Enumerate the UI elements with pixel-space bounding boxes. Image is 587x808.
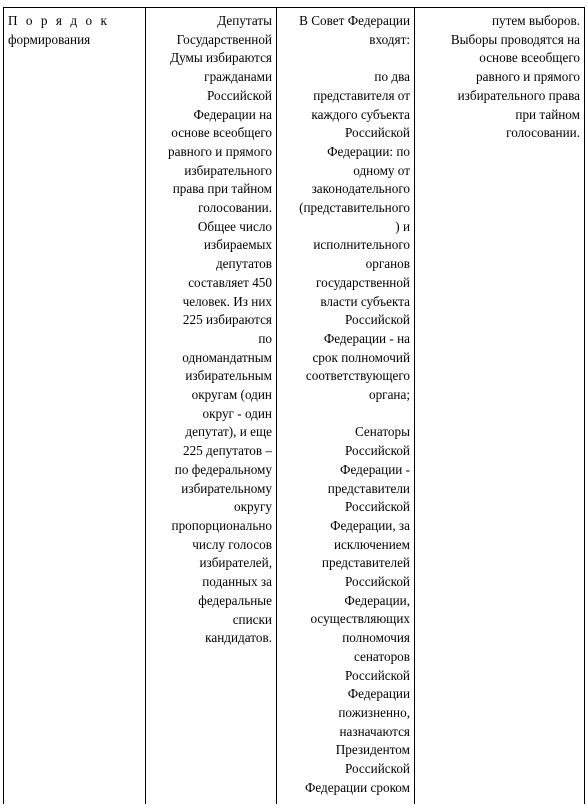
federation-council-cell: [277, 8, 415, 804]
duma-formation-text: Депутаты Государственной Думы избираются гражданами Российской Федерации на основе всеобщего равного и прямого избирательного права при тайном голосовании. Общее число избираемых депутатов составляет 450 человек. Из них 225 избираются по одномандатным избирательным округам (один округ - один депутат), и еще 225 депутатов – по федеральному избирательному округу пропорционально числу голосов избирателей, поданных за федеральные списки кандидатов.: [168, 13, 272, 646]
duma-cell: [146, 8, 277, 804]
row-label-line2: формирования: [8, 31, 91, 47]
row-label-cell: [4, 8, 146, 804]
extra-cell: [415, 8, 585, 804]
row-label-line1: Порядок: [8, 13, 116, 28]
extra-elections-text: путем выборов. Выборы проводятся на основе всеобщего равного и прямого избирательного права при тайном голосовании.: [450, 13, 580, 141]
fc-senators-text: Сенаторы Российской Федерации - представители Российской Федерации, за исключением представителей Российской Федерации, осуществляющих полномочия сенаторов Российской Федерации пожизненно, назначаются Президентом Российской Федерации сроком: [304, 424, 410, 795]
fc-representatives-text: по два представителя от каждого субъекта Российской Федерации: по одному от законодательного (представительного ) и исполнительного органов государственной власти субъекта Российской Федерации - на срок полномочий соответствующего органа;: [299, 69, 410, 403]
table-row: [4, 8, 585, 804]
spacer: [281, 49, 410, 68]
fc-intro-text: В Совет Федерации входят:: [299, 13, 410, 47]
spacer: [281, 405, 410, 424]
comparison-table: [3, 7, 585, 804]
